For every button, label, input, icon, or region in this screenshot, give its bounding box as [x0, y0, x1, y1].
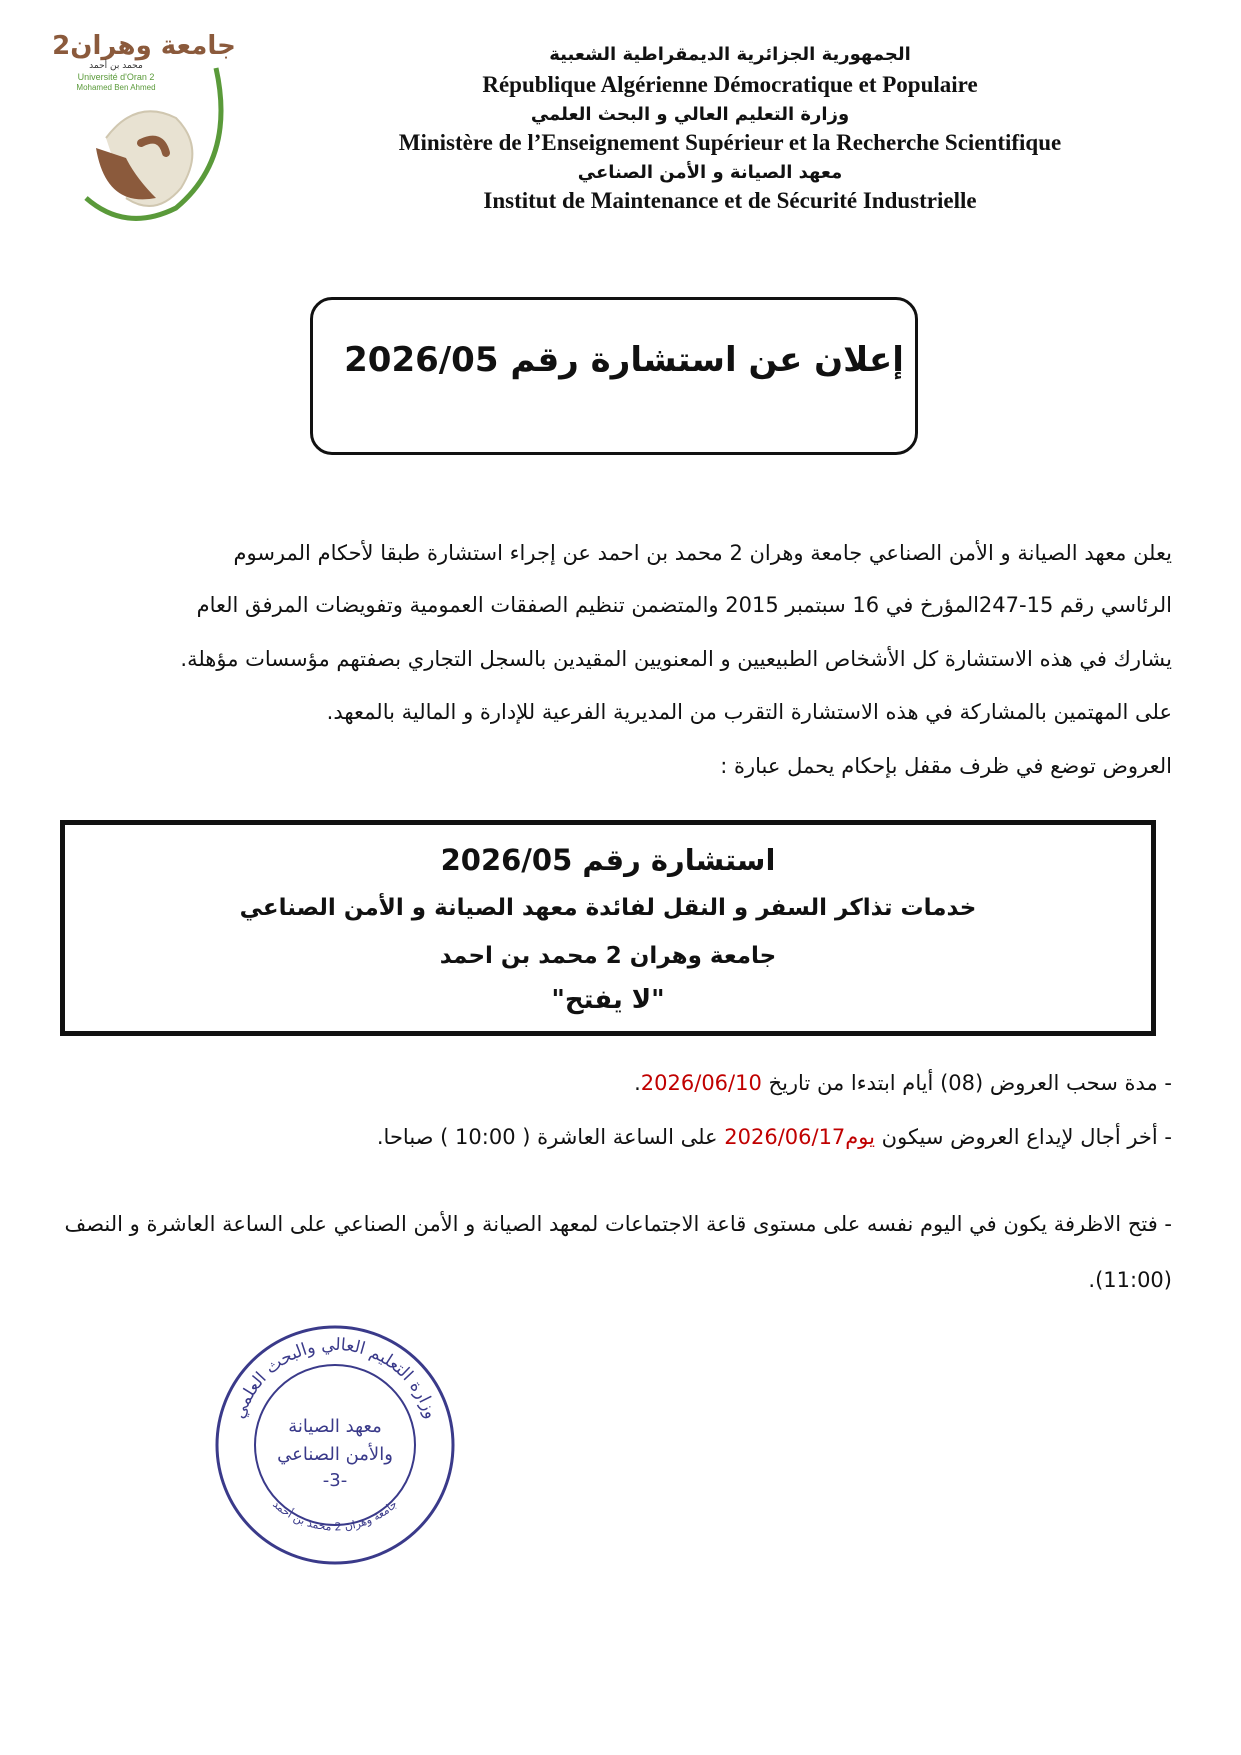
- university-logo: [52, 28, 236, 228]
- bullet-2-date: يوم2026/06/17: [724, 1125, 875, 1149]
- paragraph-4: على المهتمين بالمشاركة في هذه الاستشارة التقرب من المديرية الفرعية للإدارة و المالية بالمعهد.: [326, 700, 1172, 724]
- bullet-1-text: - مدة سحب العروض (08) أيام ابتدءا من تاريخ: [761, 1071, 1172, 1095]
- stamp-center-line-1: معهد الصيانة: [288, 1416, 382, 1437]
- republic-french: République Algérienne Démocratique et Populaire: [482, 72, 978, 97]
- bullet-withdrawal-period: [60, 1068, 1172, 1098]
- envelope-line-service: خدمات تذاكر السفر و النقل لفائدة معهد الصيانة و الأمن الصناعي: [239, 895, 977, 921]
- envelope-line-consultation: استشارة رقم 2026/05: [440, 843, 776, 877]
- title-box: [310, 297, 918, 455]
- logo-french-text-2: Mohamed Ben Ahmed: [76, 83, 156, 92]
- logo-arabic-subtext: محمد بن أحمد: [89, 61, 143, 71]
- official-stamp: [210, 1320, 460, 1570]
- paragraph-3: يشارك في هذه الاستشارة كل الأشخاص الطبيعيين و المعنويين المقيدين بالسجل التجاري بصفتهم مؤسسات مؤهلة.: [180, 647, 1172, 671]
- paragraph-2: الرئاسي رقم 15-247المؤرخ في 16 سبتمبر 2015 والمتضمن تنظيم الصفقات العمومية وتفويضات المرفق العام: [196, 593, 1172, 617]
- announcement-title: إعلان عن استشارة رقم 2026/05: [344, 340, 904, 380]
- stamp-center-line-2: والأمن الصناعي: [277, 1444, 393, 1465]
- institute-french: Institut de Maintenance et de Sécurité Industrielle: [483, 188, 977, 213]
- paragraph-5: العروض توضع في ظرف مقفل بإحكام يحمل عبارة :: [720, 754, 1172, 778]
- logo-arabic-text: جامعة وهران2: [52, 31, 236, 61]
- bullet-opening: - فتح الاظرفة يكون في اليوم نفسه على مستوى قاعة الاجتماعات لمعهد الصيانة و الأمن الصناعي على الساعة العاشرة و النصف (11:00).: [64, 1212, 1172, 1292]
- bullet-2-text: - أخر أجال لإيداع العروض سيكون: [875, 1125, 1172, 1149]
- bullet-deadline: [60, 1122, 1172, 1152]
- ministry-french: Ministère de l’Enseignement Supérieur et la Recherche Scientifique: [398, 130, 1062, 155]
- bullet-1-end: .: [634, 1071, 641, 1095]
- stamp-center-line-3: -3-: [322, 1470, 348, 1491]
- institute-arabic: معهد الصيانة و الأمن الصناعي: [577, 162, 843, 183]
- envelope-line-university: جامعة وهران 2 محمد بن احمد: [439, 943, 777, 969]
- ministry-arabic: وزارة التعليم العالي و البحث العلمي: [530, 104, 850, 125]
- envelope-line-do-not-open: "لا يفتح": [551, 985, 665, 1015]
- bullet-2-end: على الساعة العاشرة ( 10:00 ) صباحا.: [376, 1125, 725, 1149]
- republic-arabic: الجمهورية الجزائرية الديمقراطية الشعبية: [549, 44, 911, 65]
- bullet-1-date: 2026/06/10: [640, 1071, 762, 1095]
- stamp-ring-bottom-text: جامعة وهران 2 محمد بن أحمد: [270, 1497, 400, 1534]
- envelope-label-box: [60, 820, 1156, 1036]
- paragraph-1: يعلن معهد الصيانة و الأمن الصناعي جامعة وهران 2 محمد بن احمد عن إجراء استشارة طبقا لأحكام المرسوم: [233, 541, 1172, 565]
- logo-french-text-1: Université d'Oran 2: [77, 72, 155, 82]
- stamp-ring-text: وزارة التعليم العالي والبحث العلمي: [229, 1334, 441, 1422]
